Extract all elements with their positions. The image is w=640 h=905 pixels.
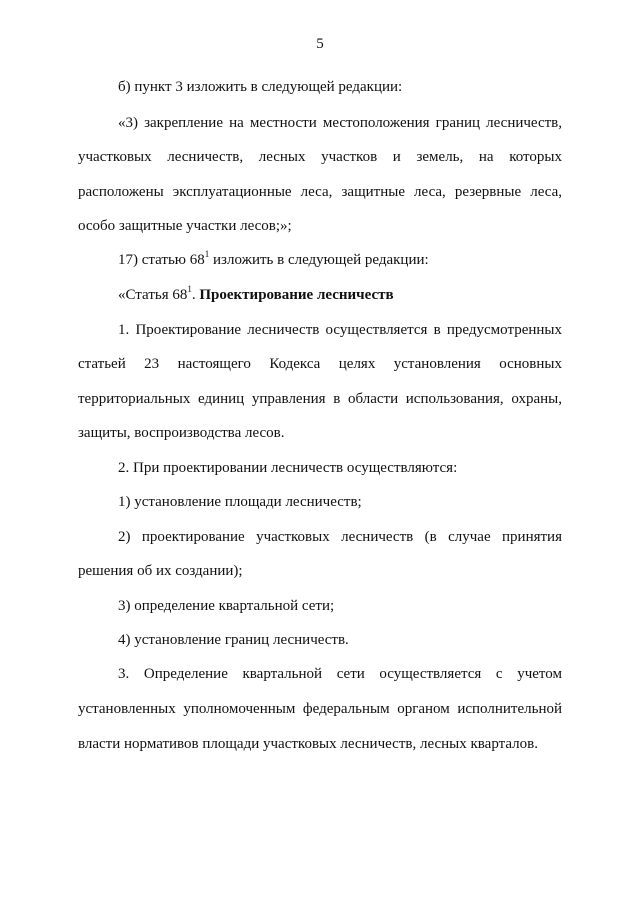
- article-heading: [118, 286, 562, 304]
- article-heading-dot: .: [191, 287, 200, 303]
- quote-3-line-1: «3) закрепление на местности местоположения границ лесничеств,: [118, 115, 562, 131]
- article-heading-title: Проектирование лесничеств: [199, 287, 394, 303]
- clause-1-line-3: территориальных единиц управления в области использования, охраны,: [78, 391, 562, 407]
- clause-3-line-2: установленных уполномоченным федеральным органом исполнительной: [78, 701, 562, 717]
- clause-2-item-4: 4) установление границ лесничеств.: [118, 632, 349, 648]
- article-heading-prefix: «Статья 68: [118, 287, 188, 303]
- clause-3-line-1: 3. Определение квартальной сети осуществляется с учетом: [118, 666, 562, 682]
- item-17-superscript: 1: [204, 249, 210, 259]
- quote-3-line-3: расположены эксплуатационные леса, защитные леса, резервные леса,: [78, 184, 562, 200]
- clause-3-line-3: власти нормативов площади участковых лесничеств, лесных кварталов.: [78, 736, 538, 752]
- item-17-line: [118, 251, 562, 269]
- clause-2-item-1: 1) установление площади лесничеств;: [118, 494, 362, 510]
- clause-1-line-2: статьей 23 настоящего Кодекса целях установления основных: [78, 356, 562, 372]
- clause-2-line: 2. При проектировании лесничеств осуществляются:: [118, 460, 458, 476]
- clause-1-line-4: защиты, воспроизводства лесов.: [78, 425, 285, 441]
- clause-1-line-1: 1. Проектирование лесничеств осуществляется в предусмотренных: [118, 322, 562, 338]
- quote-3-line-4: особо защитные участки лесов;»;: [78, 218, 292, 234]
- item-17-text-pre: 17) статью 68: [118, 252, 205, 268]
- article-heading-superscript: 1: [187, 284, 192, 294]
- clause-2-item-2-line-1: 2) проектирование участковых лесничеств (в случае принятия: [118, 529, 562, 545]
- clause-2-item-3: 3) определение квартальной сети;: [118, 598, 335, 614]
- page-number: 5: [316, 36, 324, 52]
- clause-2-item-2-line-2: решения об их создании);: [78, 563, 243, 579]
- quote-3-line-2: участковых лесничеств, лесных участков и земель, на которых: [78, 149, 562, 165]
- paragraph-b-line-1: б) пункт 3 изложить в следующей редакции:: [118, 79, 403, 95]
- item-17-text-post: изложить в следующей редакции:: [209, 252, 429, 268]
